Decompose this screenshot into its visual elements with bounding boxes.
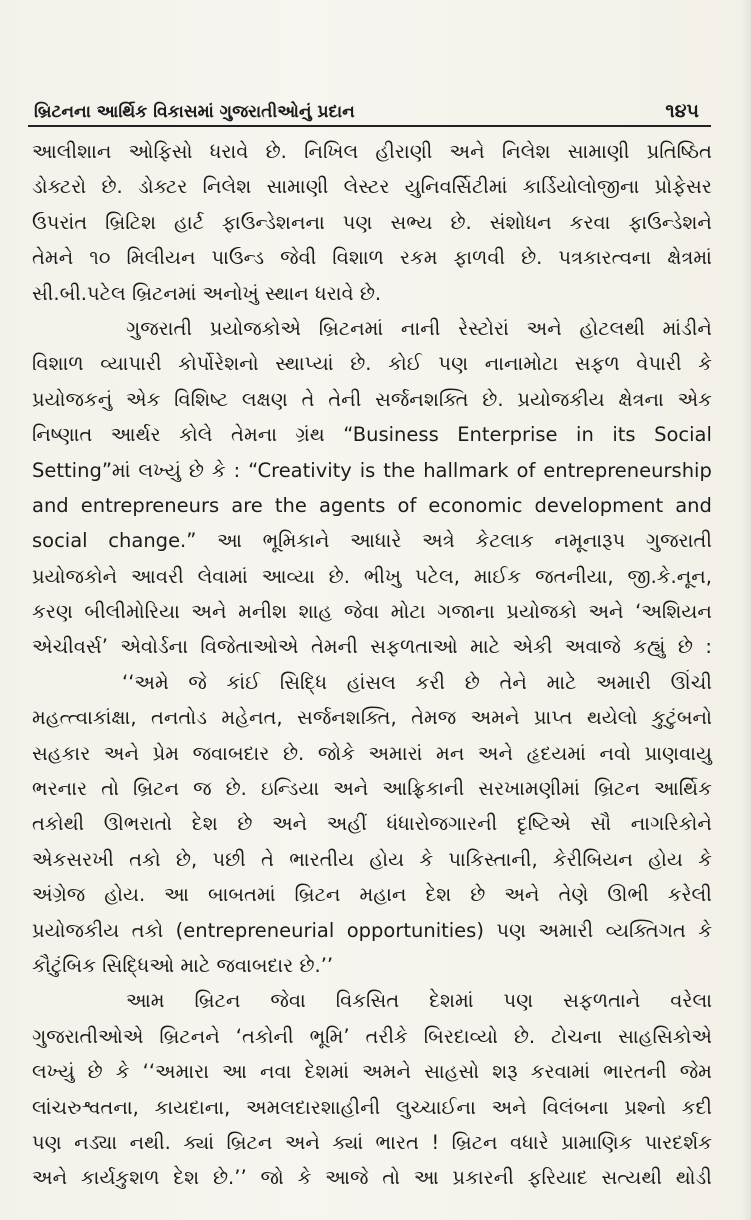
- quote-line: તકોથી ઊભરાતો દેશ છે અને અહીં ધંધારોજગારની દૃષ્ટિએ સૌ નાગરિકોને: [32, 812, 712, 836]
- quote-line: ‘‘અમે જે કાંઈ સિદ્ધિ હાંસલ કરી છે તેને માટે અમારી ઊંચી: [122, 670, 712, 694]
- text-line: પ્રયોજકોને આવરી લેવામાં આવ્યા છે. ભીખુ પટેલ, માઈક જતનીયા, જી.કે.નૂન,: [32, 564, 712, 588]
- quote-line: ભરનાર તો બ્રિટન જ છે. ઇન્ડિયા અને આફ્રિકાની સરખામણીમાં બ્રિટન આર્થિક: [32, 777, 712, 801]
- header-rule: [28, 125, 711, 127]
- body-text: [32, 134, 712, 1196]
- quote-line: અંગ્રેજ હોય. આ બાબતમાં બ્રિટન મહાન દેશ છે અને તેણે ઊભી કરેલી: [32, 883, 712, 907]
- text-line: social change.” આ ભૂમિકાને આધારે અત્રે કેટલાક નમૂનારૂપ ગુજરાતી: [32, 529, 712, 553]
- text-line: નિષ્ણાત આર્થર કોલે તેમના ગ્રંથ “Business Enterprise in its Social: [32, 423, 712, 447]
- text-line: Setting”માં લખ્યું છે કે : “Creativity is the hallmark of entrepreneurship: [32, 458, 712, 482]
- text-line: પ્રયોજકનું એક વિશિષ્ટ લક્ષણ તે તેની સર્જનશક્તિ છે. પ્રયોજકીય ક્ષેત્રના એક: [32, 387, 712, 411]
- text-line: ડોક્ટરો છે. ડોક્ટર નિલેશ સામાણી લેસ્ટર યુનિવર્સિટીમાં કાર્ડિયોલોજીના પ્રોફેસર: [32, 175, 712, 199]
- page-number: ૧૪૫: [665, 100, 699, 122]
- text-line: પણ નડ્યા નથી. ક્યાં બ્રિટન અને ક્યાં ભારત ! બ્રિટન વધારે પ્રામાણિક પારદર્શક: [32, 1130, 712, 1154]
- quote-line: સહકાર અને પ્રેમ જવાબદાર છે. જોકે અમારાં મન અને હૃદયમાં નવો પ્રાણવાયુ: [32, 741, 712, 765]
- quote-line: એકસરખી તકો છે, પછી તે ભારતીય હોય કે પાકિસ્તાની, કેરીબિયન હોય કે: [32, 847, 712, 871]
- chapter-title: બ્રિટનના આર્થિક વિકાસમાં ગુજરાતીઓનું પ્રદાન: [34, 102, 355, 122]
- running-header: [34, 90, 699, 122]
- text-line: કરણ બીલીમોરિયા અને મનીશ શાહ જેવા મોટા ગજાના પ્રયોજકો અને ‘અશિયન: [32, 600, 712, 624]
- page-edge-shadow: [741, 0, 751, 1220]
- text-line: લખ્યું છે કે ‘‘અમારા આ નવા દેશમાં અમને સાહસો શરૂ કરવામાં ભારતની જેમ: [32, 1060, 712, 1084]
- quote-line: મહત્ત્વાકાંક્ષા, તનતોડ મહેનત, સર્જનશક્તિ, તેમજ અમને પ્રાપ્ત થયેલો કુટુંબનો: [32, 706, 712, 730]
- text-line: આલીશાન ઓફિસો ધરાવે છે. નિખિલ હીરાણી અને નિલેશ સામાણી પ્રતિષ્ઠિત: [32, 140, 712, 163]
- text-line: સી.બી.પટેલ બ્રિટનમાં અનોખું સ્થાન ધરાવે છે.: [32, 281, 382, 305]
- text-line: વિશાળ વ્યાપારી કોર્પોરેશનો સ્થાપ્યાં છે. કોઈ પણ નાનામોટા સફળ વેપારી કે: [32, 352, 712, 376]
- text-line: અને કાર્યકુશળ દેશ છે.’’ જો કે આજે તો આ પ્રકારની ફરિયાદ સત્યથી થોડી: [32, 1166, 712, 1190]
- text-line: ઉપરાંત બ્રિટિશ હાર્ટ ફાઉન્ડેશનના પણ સભ્ય છે. સંશોધન કરવા ફાઉન્ડેશને: [32, 210, 712, 234]
- text-line: and entrepreneurs are the agents of economic development and: [32, 493, 712, 517]
- text-line: એચીવર્સ’ એવોર્ડના વિજેતાઓએ તેમની સફળતાઓ માટે એકી અવાજે કહ્યું છે :: [32, 635, 712, 659]
- text-line: લાંચરુશ્વતના, કાયદાના, અમલદારશાહીની લુચ્ચાઈના અને વિલંબના પ્રશ્નો કદી: [32, 1095, 712, 1119]
- quote-line: પ્રયોજકીય તકો (entrepreneurial opportunities) પણ અમારી વ્યક્તિગત કે: [32, 918, 712, 942]
- quote-line: કૌટુંબિક સિદ્ધિઓ માટે જવાબદાર છે.’’: [32, 953, 334, 977]
- text-line: ગુજરાતીઓએ બ્રિટનને ‘તકોની ભૂમિ’ તરીકે બિરદાવ્યો છે. ટોચના સાહસિકોએ: [32, 1024, 712, 1048]
- text-line: આમ બ્રિટન જેવા વિકસિત દેશમાં પણ સફળતાને વરેલા: [126, 989, 712, 1013]
- text-line: ગુજરાતી પ્રયોજકોએ બ્રિટનમાં નાની રેસ્ટોરાં અને હોટલથી માંડીને: [126, 316, 712, 340]
- text-line: તેમને ૧૦ મિલીયન પાઉન્ડ જેવી વિશાળ રકમ ફાળવી છે. પત્રકારત્વના ક્ષેત્રમાં: [32, 246, 712, 270]
